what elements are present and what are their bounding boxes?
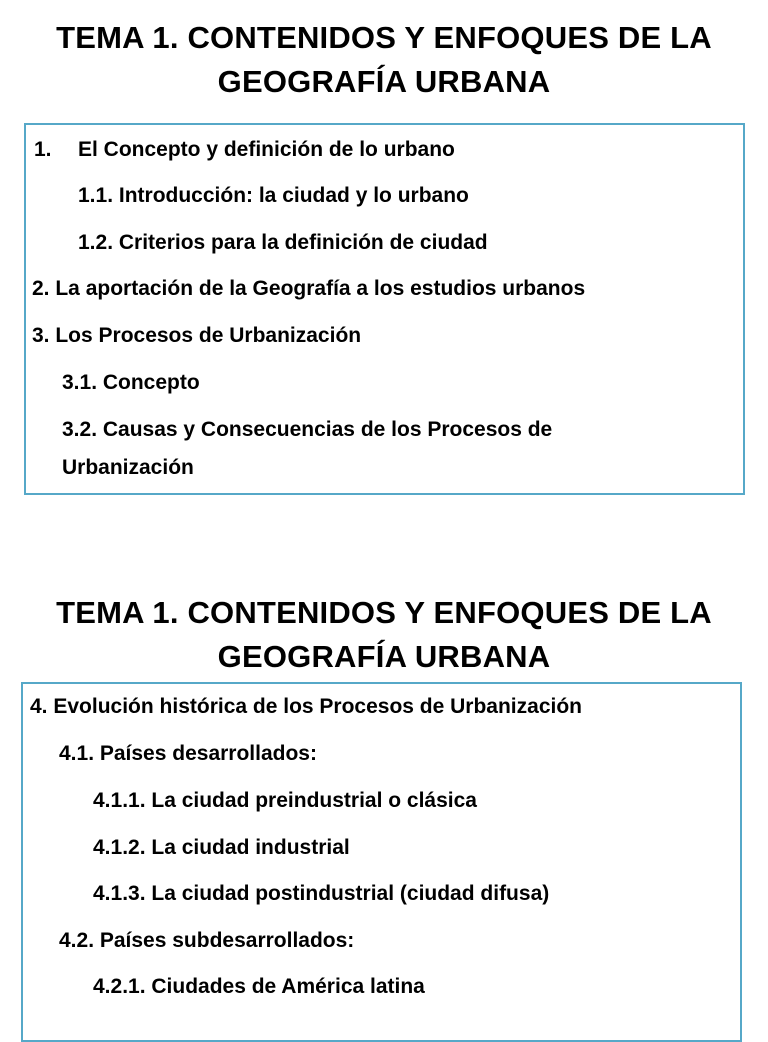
slide-2 bbox=[0, 575, 768, 1024]
list-item: 1.2. Criterios para la definición de ciudad bbox=[78, 231, 488, 254]
list-item: 3. Los Procesos de Urbanización bbox=[32, 324, 362, 347]
list-item: 4.1.3. La ciudad postindustrial (ciudad difusa) bbox=[93, 882, 550, 905]
list-item: 4.2. Países subdesarrollados: bbox=[59, 929, 355, 952]
list-item: 3.1. Concepto bbox=[62, 371, 200, 394]
list-item: 2. La aportación de la Geografía a los estudios urbanos bbox=[32, 277, 586, 300]
list-item: 4. Evolución histórica de los Procesos de Urbanización bbox=[30, 695, 582, 718]
slide-1 bbox=[0, 0, 768, 500]
title-line-2: GEOGRAFÍA URBANA bbox=[217, 64, 551, 99]
list-item: 4.1.2. La ciudad industrial bbox=[93, 836, 350, 859]
list-item: 4.2.1. Ciudades de América latina bbox=[93, 975, 425, 998]
slide-title bbox=[0, 591, 768, 679]
contents-box bbox=[24, 123, 745, 495]
slide-title bbox=[0, 16, 768, 104]
contents-box bbox=[21, 682, 742, 1042]
title-line-2: GEOGRAFÍA URBANA bbox=[217, 639, 551, 674]
list-item: 4.1.1. La ciudad preindustrial o clásica bbox=[93, 789, 477, 812]
list-item: 1.1. Introducción: la ciudad y lo urbano bbox=[78, 184, 469, 207]
list-item: 4.1. Países desarrollados: bbox=[59, 742, 317, 765]
list-item: 3.2. Causas y Consecuencias de los Procesos de Urbanización bbox=[62, 418, 553, 479]
list-item: 1. El Concepto y definición de lo urbano bbox=[34, 138, 455, 161]
title-line-1: TEMA 1. CONTENIDOS Y ENFOQUES DE LA bbox=[56, 595, 712, 630]
title-line-1: TEMA 1. CONTENIDOS Y ENFOQUES DE LA bbox=[56, 20, 712, 55]
